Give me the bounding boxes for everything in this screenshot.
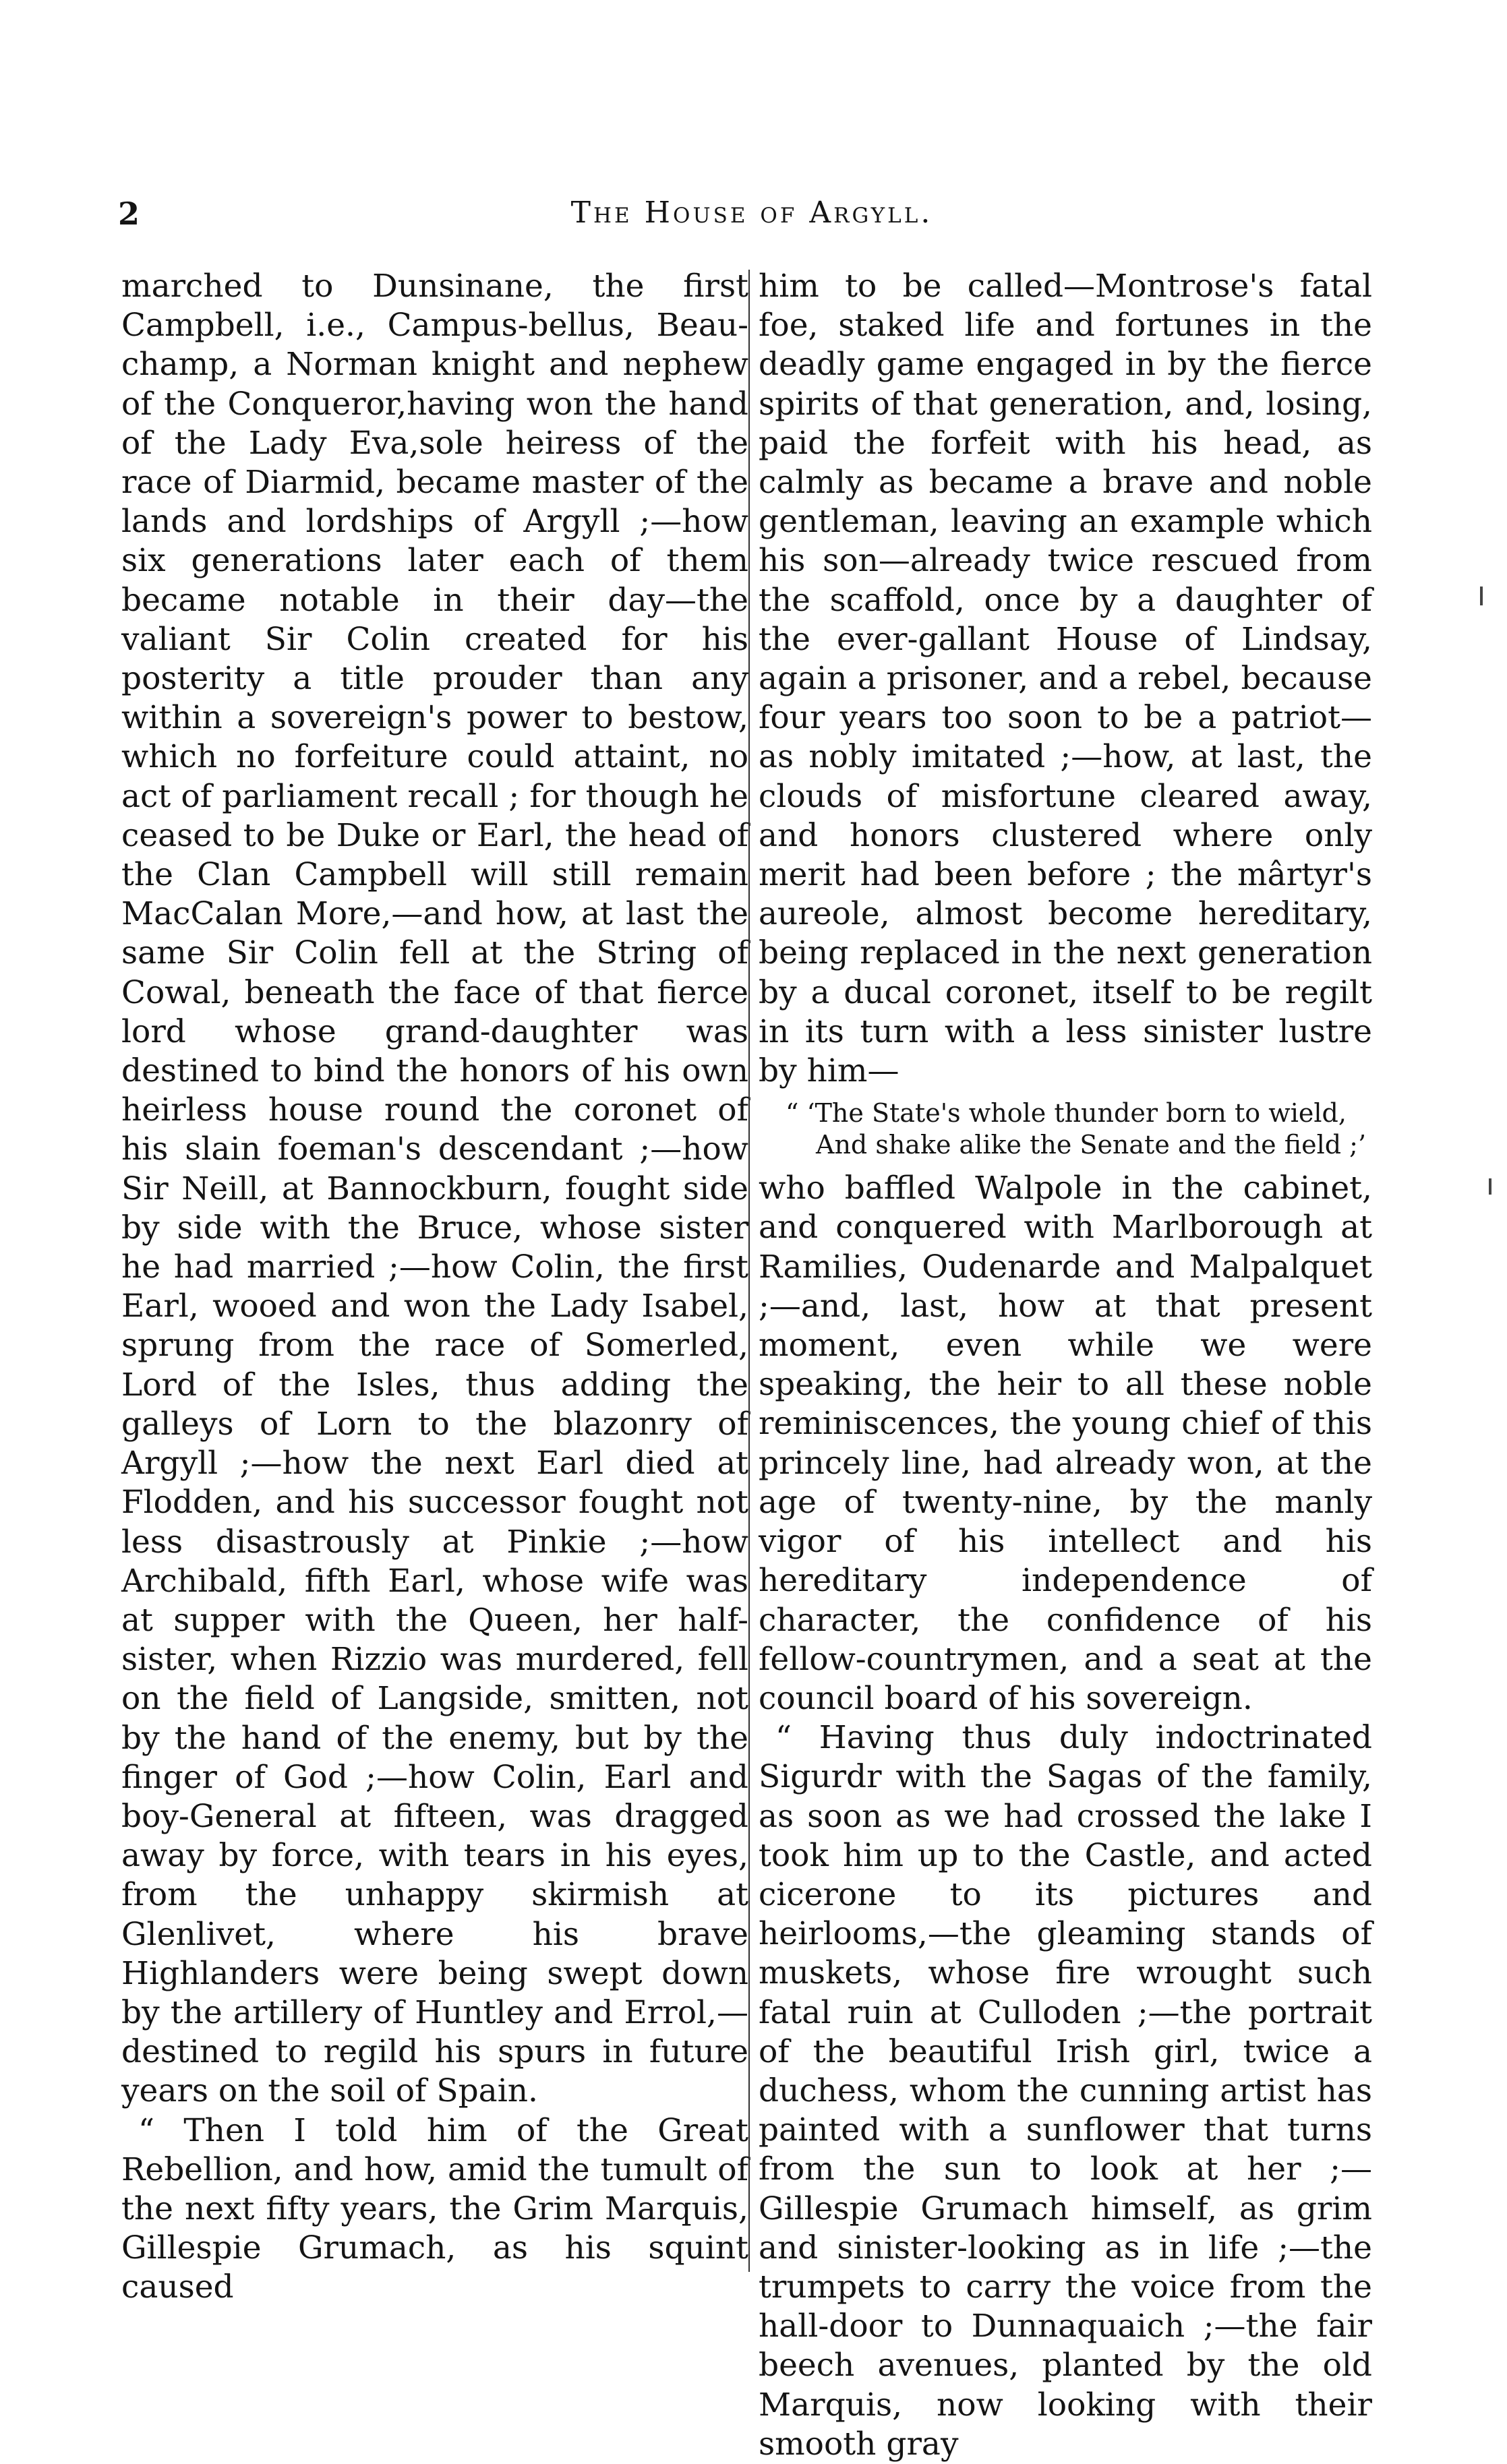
verse-quotation: [759, 1098, 1372, 1161]
right-paragraph-3: “ Having thus duly indoctrinated Sigurdr with the Sagas of the family, as soon as we had crossed the lake I took him up to the Castle, and acted cicerone to its pictures and heirlooms,—the gleaming stands of muskets, whose fire wrought such fatal ruin at Culloden ;—the portrait of the beautiful Irish girl, twice a duchess, whom the cunning artist has painted with a sunflower that turns from the sun to look at her ;—Gillespie Grumach himself, as grim and sinister-looking as in life ;—the trumpets to carry the voice from the hall-door to Dunnaquaich ;—the fair beech avenues, planted by the old Marquis, now looking with their smooth gray: [759, 1719, 1372, 2463]
verse-line-2: And shake alike the Senate and the field ;’: [816, 1130, 1367, 1160]
right-paragraph-1: him to be called—Montrose's fatal foe, staked life and fortunes in the deadly game engaged in by the fierce spirits of that generation, and, losing, paid the forfeit with his head, as calmly as became a brave and noble gentleman, leaving an example which his son—already twice rescued from the scaffold, once by a daughter of the ever-gallant House of Lindsay, again a prisoner, and a rebel, because four years too soon to be a patriot—as nobly imitated ;—how, at last, the clouds of misfortune cleared away, and honors clustered where only merit had been before ; the mârtyr's aureole, almost become hereditary, being replaced in the next generation by a ducal coronet, itself to be regilt in its turn with a less sinister lustre by him—: [759, 268, 1372, 1090]
page-number: 2: [118, 196, 140, 232]
left-column: [121, 267, 748, 2308]
margin-mark: [1489, 1178, 1491, 1195]
column-divider: [748, 270, 750, 2272]
verse-line-1: “ ‘The State's whole thunder born to wield,: [786, 1098, 1347, 1129]
right-column: [759, 267, 1372, 2464]
right-paragraph-2: who baffled Walpole in the cabinet, and conquered with Marlborough at Ramilies, Oudenarde and Malpalquet ;—and, last, how at that present moment, even while we were speaking, the heir to all these noble reminiscences, the young chief of this princely line, had already won, at the age of twenty-nine, by the manly vigor of his intellect and his hereditary independence of character, the confidence of his fellow-countrymen, and a seat at the council board of his sovereign.: [759, 1170, 1372, 1717]
margin-mark: [1480, 587, 1483, 605]
running-title: The House of Argyll.: [570, 196, 933, 230]
left-paragraph-1: marched to Dunsinane, the first Campbell, i.e., Campus-bellus, Beau-champ, a Norman knight and nephew of the Conqueror,having won the hand of the Lady Eva,sole heiress of the race of Diarmid, became master of the lands and lordships of Argyll ;—how six generations later each of them became notable in their day—the valiant Sir Colin created for his posterity a title prouder than any within a sovereign's power to bestow, which no forfeiture could attaint, no act of parliament recall ; for though he ceased to be Duke or Earl, the head of the Clan Campbell will still remain MacCalan More,—and how, at last the same Sir Colin fell at the String of Cowal, beneath the face of that fierce lord whose grand-daughter was destined to bind the honors of his own heirless house round the coronet of his slain foeman's descendant ;—how Sir Neill, at Bannockburn, fought side by side with the Bruce, whose sister he had married ;—how Colin, the first Earl, wooed and won the Lady Isabel, sprung from the race of Somerled, Lord of the Isles, thus adding the galleys of Lorn to the blazonry of Argyll ;—how the next Earl died at Flodden, and his successor fought not less disastrously at Pinkie ;—how Archibald, fifth Earl, whose wife was at supper with the Queen, her half-sister, when Rizzio was murdered, fell on the field of Langside, smitten, not by the hand of the enemy, but by the finger of God ;—how Colin, Earl and boy-General at fifteen, was dragged away by force, with tears in his eyes, from the unhappy skirmish at Glenlivet, where his brave Highlanders were being swept down by the artillery of Huntley and Errol,—destined to regild his spurs in future years on the soil of Spain.: [121, 268, 748, 2110]
page-header: [118, 196, 1386, 243]
left-paragraph-2: “ Then I told him of the Great Rebellion, and how, amid the tumult of the next fifty years, the Grim Marquis, Gillespie Grumach, as his squint caused: [121, 2111, 748, 2306]
